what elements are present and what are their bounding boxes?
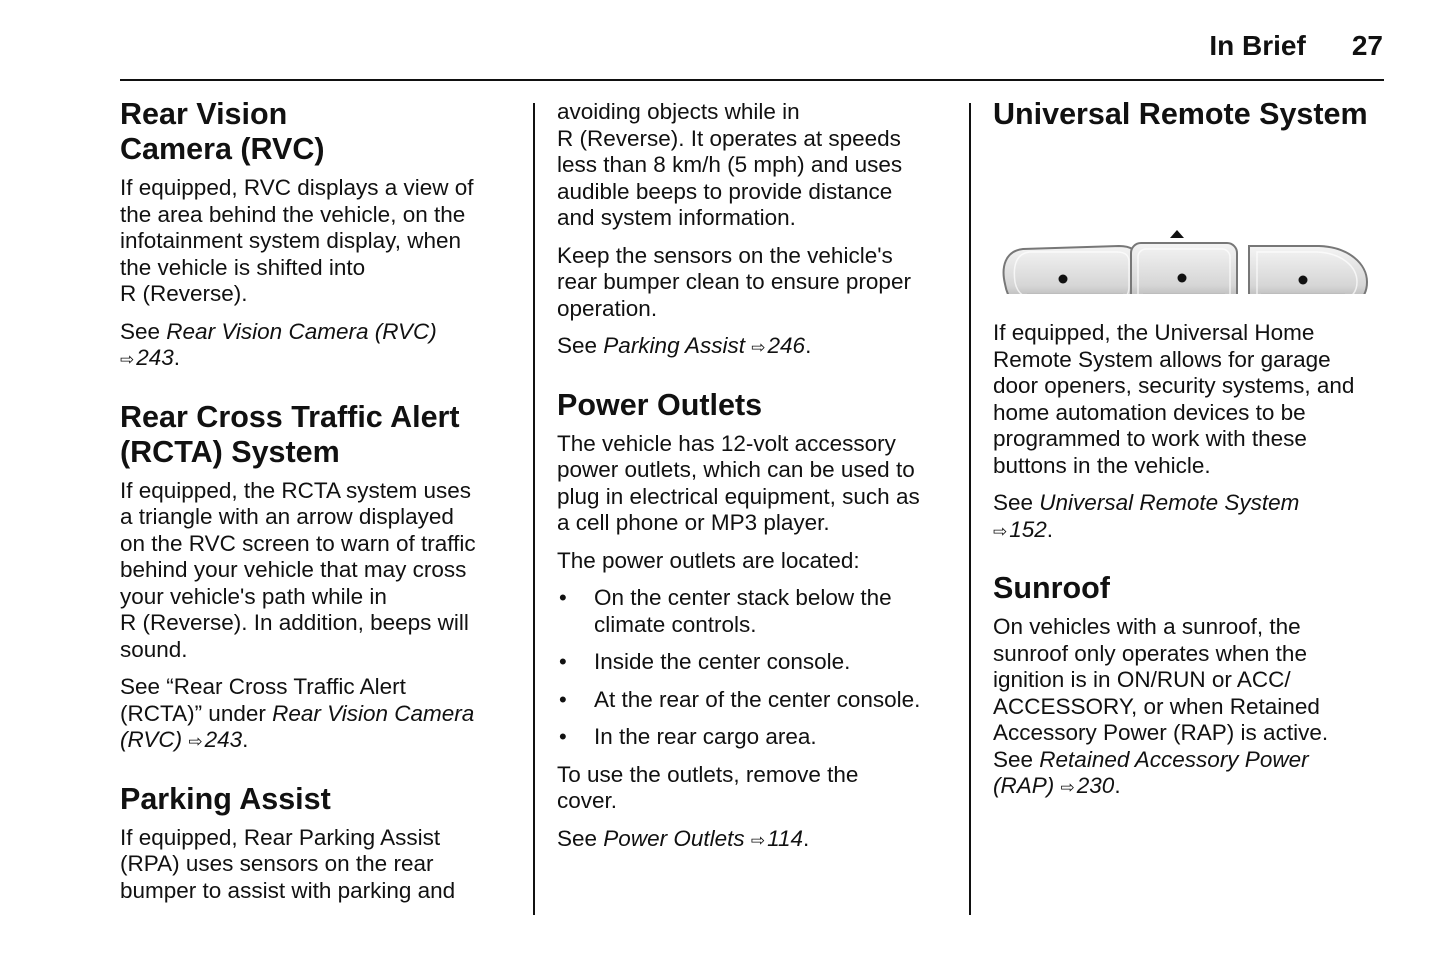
urs-ref-title[interactable]: Universal Remote System: [1039, 490, 1300, 515]
rvc-ref-page[interactable]: 243: [136, 345, 174, 370]
parking-assist-body: If equipped, Rear Parking Assist (RPA) uses sensors on the rear bumper to assist with parking and: [120, 824, 456, 903]
sunroof-ref-title[interactable]: Retained Accessory Power: [1039, 746, 1309, 772]
column-2: [557, 99, 952, 865]
power-outlets-located: The power outlets are located:: [557, 547, 860, 573]
rvc-ref-title[interactable]: Rear Vision Camera (RVC): [166, 318, 437, 344]
power-outlets-use: To use the outlets, remove the cover.: [557, 761, 859, 813]
indicator-arrow-icon: [1170, 230, 1184, 238]
parking-ref-title[interactable]: Parking Assist: [603, 333, 746, 358]
universal-remote-buttons-illustration: [993, 144, 1373, 294]
page-number: 27: [1351, 30, 1383, 61]
page-ref-arrow-icon: ⇨: [751, 338, 766, 357]
power-outlets-body: The vehicle has 12-volt accessory power outlets, which can be used to plug in electrical equipment, such as a cell phone or MP3 player.: [557, 430, 920, 535]
parking-see-reference[interactable]: See Parking Assist ⇨246.: [557, 333, 812, 358]
power-ref-title[interactable]: Power Outlets: [603, 825, 745, 851]
parking-assist-body-cont: avoiding objects while in R (Reverse). It operates at speeds less than 8 km/h (5 mph) and uses audible beeps to provide distance and system information.: [557, 99, 903, 230]
page-ref-arrow-icon: ⇨: [750, 830, 766, 850]
urs-ref-page[interactable]: 152: [1009, 516, 1047, 542]
bullet-icon: •: [559, 649, 567, 674]
column-3: [993, 97, 1388, 813]
urs-see-reference[interactable]: See Universal Remote System ⇨152.: [993, 490, 1300, 542]
universal-remote-body: If equipped, the Universal Home Remote System allows for garage door openers, security systems, and home automation devices to be programmed to work with these buttons in the vehicle.: [993, 320, 1355, 478]
parking-assist-heading: Parking Assist: [120, 781, 331, 816]
sunroof-see-reference[interactable]: See Retained Accessory Power (RAP) ⇨230.: [993, 746, 1309, 798]
list-item: • On the center stack below the climate controls.: [559, 585, 892, 637]
column-1: [120, 97, 510, 915]
remote-button-2: [1131, 243, 1237, 294]
rcta-body: If equipped, the RCTA system uses a triangle with an arrow displayed on the RVC screen to warn of traffic behind your vehicle that may cross your vehicle's path while in R (Reverse). In addition, beeps will sound.: [120, 477, 476, 662]
header-rule: [120, 79, 1384, 81]
remote-button-3: [1249, 246, 1367, 294]
column-divider-1: [533, 103, 535, 915]
page-ref-arrow-icon: ⇨: [188, 732, 203, 751]
sunroof-ref-page[interactable]: 230: [1076, 773, 1115, 798]
list-item: • In the rear cargo area.: [559, 724, 817, 749]
running-header: [1209, 30, 1383, 62]
page-ref-arrow-icon: ⇨: [1060, 778, 1075, 797]
section-title: In Brief: [1209, 30, 1306, 61]
list-item: • At the rear of the center console.: [559, 686, 921, 712]
list-item: • Inside the center console.: [559, 649, 851, 674]
rvc-heading: Rear Vision Camera (RVC): [120, 97, 325, 166]
remote-buttons-svg: [993, 144, 1373, 294]
power-ref-page[interactable]: 114: [767, 825, 803, 851]
page-ref-arrow-icon: ⇨: [120, 350, 135, 369]
rvc-body: If equipped, RVC displays a view of the area behind the vehicle, on the infotainment system display, when the vehicle is shifted into R (Reverse).: [120, 175, 474, 306]
rcta-see-reference[interactable]: See “Rear Cross Traffic Alert (RCTA)” under Rear Vision Camera (RVC) ⇨243.: [120, 674, 475, 752]
parking-assist-keep-clean: Keep the sensors on the vehicle's rear bumper clean to ensure proper operation.: [557, 242, 911, 321]
sunroof-heading: Sunroof: [993, 571, 1110, 605]
bullet-icon: •: [559, 686, 567, 712]
power-see-reference[interactable]: See Power Outlets ⇨114.: [557, 825, 810, 851]
rcta-ref-title[interactable]: Rear Vision Camera: [272, 700, 475, 726]
power-outlet-locations-list: [557, 585, 952, 751]
bullet-icon: •: [559, 585, 567, 610]
rcta-heading: Rear Cross Traffic Alert (RCTA) System: [120, 399, 460, 469]
remote-button-1: [1004, 246, 1137, 294]
rcta-ref-page[interactable]: 243: [204, 727, 243, 752]
bullet-icon: •: [559, 724, 567, 749]
page-ref-arrow-icon: ⇨: [993, 521, 1008, 541]
rvc-see-reference[interactable]: See Rear Vision Camera (RVC) ⇨243.: [120, 318, 437, 370]
universal-remote-heading: Universal Remote System: [993, 97, 1368, 131]
power-outlets-heading: Power Outlets: [557, 387, 763, 422]
column-divider-2: [969, 103, 971, 915]
sunroof-body: On vehicles with a sunroof, the sunroof only operates when the ignition is in ON/RUN or ACC/ ACCESSORY, or when Retained Accessory Power (RAP) is active. See Retained Accessory Power (RAP) ⇨230.: [993, 614, 1329, 798]
parking-ref-page[interactable]: 246: [767, 333, 806, 358]
